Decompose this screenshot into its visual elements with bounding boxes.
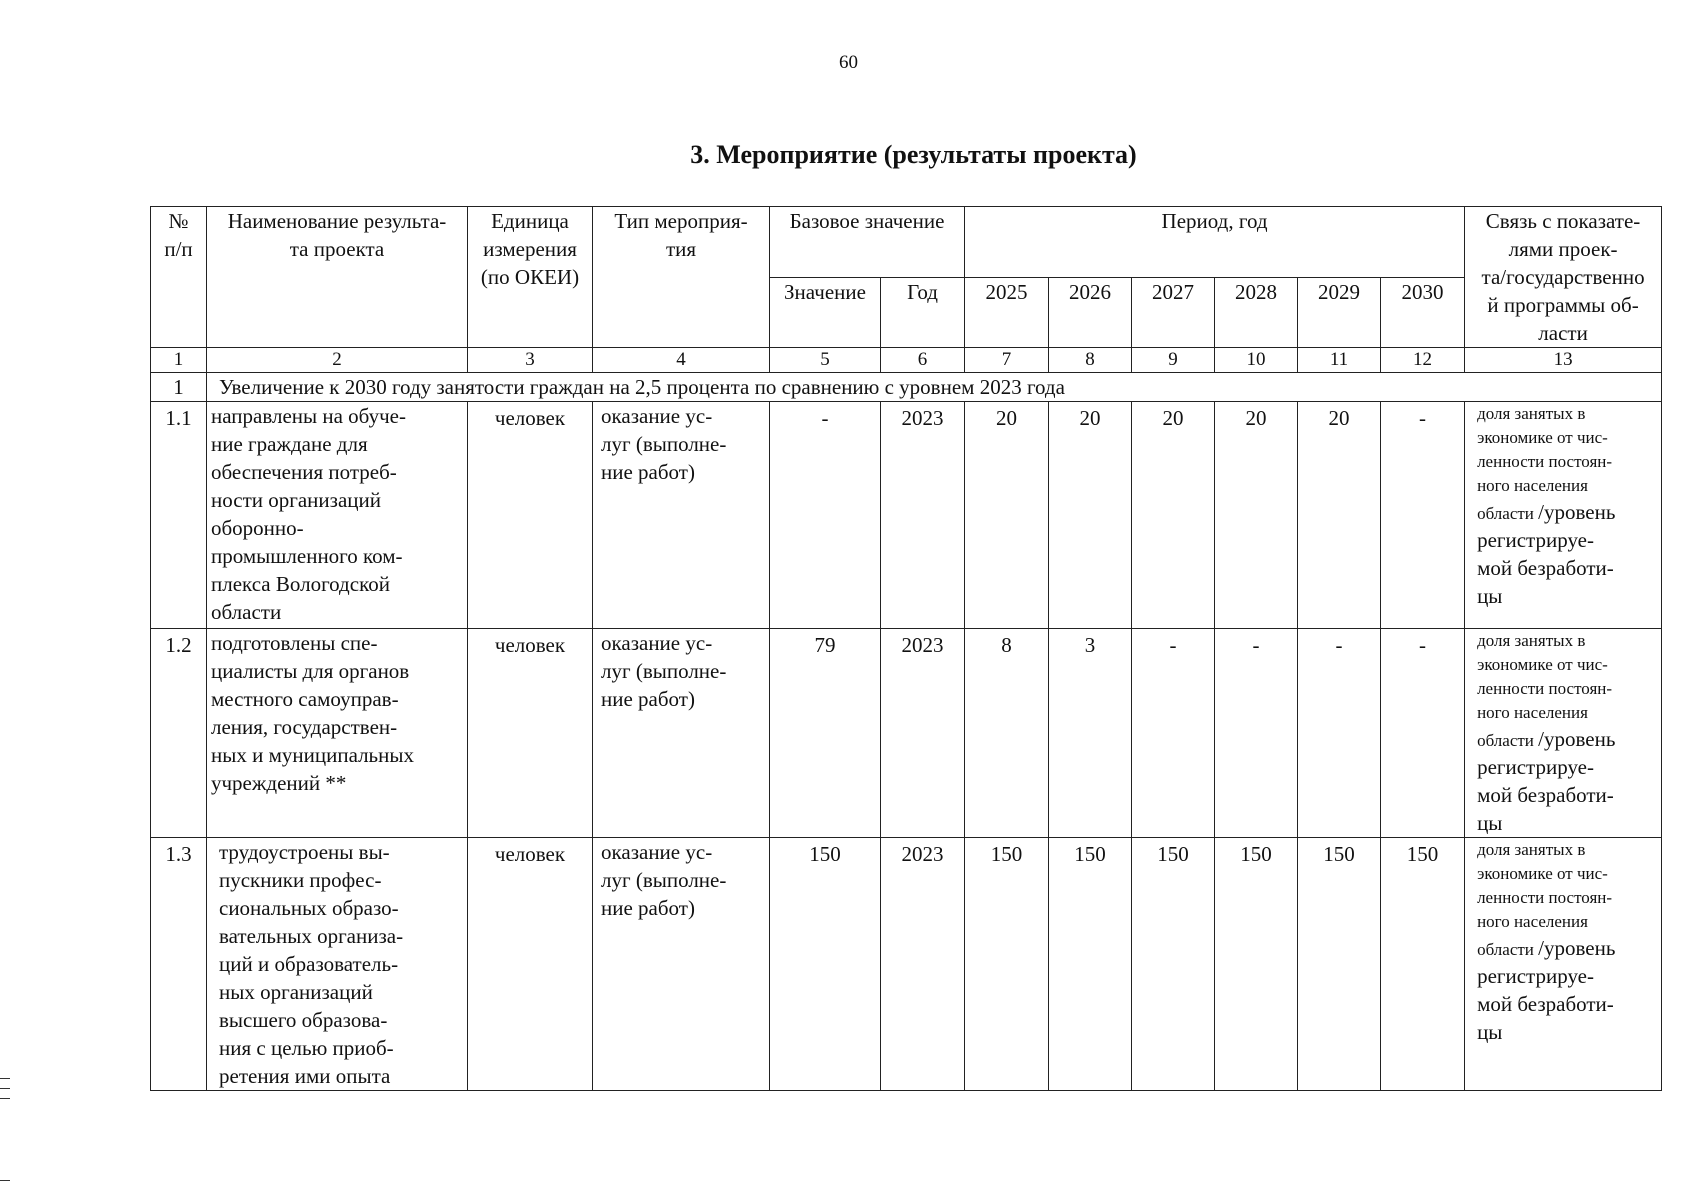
header-year: 2028 <box>1215 277 1298 348</box>
period-value: 20 <box>1049 402 1132 629</box>
indicator-link-text-large: /уровень регистрируе- мой безработи- цы <box>1477 500 1616 608</box>
column-number: 2 <box>207 348 468 373</box>
period-value: 150 <box>1215 838 1298 1091</box>
result-type: оказание ус- луг (выполне- ние работ) <box>593 838 770 1091</box>
indicator-link-text-large: /уровень регистрируе- мой безработи- цы <box>1477 727 1616 835</box>
column-number: 8 <box>1049 348 1132 373</box>
table-row <box>151 402 1662 629</box>
column-number-row <box>151 348 1662 373</box>
margin-mark <box>0 1078 10 1079</box>
indicator-link-text: доля занятых в экономике от чис- ленности постоян- ного населения области <box>1477 840 1613 959</box>
indicator-link <box>1465 629 1662 838</box>
column-number: 5 <box>770 348 881 373</box>
result-type: оказание ус- луг (выполне- ние работ) <box>593 402 770 629</box>
header-type: Тип мероприя- тия <box>593 207 770 348</box>
results-table <box>150 206 1662 1091</box>
table-row <box>151 838 1662 1091</box>
goal-text: Увеличение к 2030 году занятости граждан на 2,5 процента по сравнению с уровнем 2023 года <box>207 373 1662 402</box>
header-year: 2025 <box>965 277 1049 348</box>
period-value: 150 <box>965 838 1049 1091</box>
header-name: Наименование результа- та проекта <box>207 207 468 348</box>
period-value: - <box>1132 629 1215 838</box>
margin-mark <box>0 1098 10 1099</box>
header-period: Период, год <box>965 207 1465 278</box>
page-number: 60 <box>839 52 858 73</box>
header-unit: Единица измерения (по ОКЕИ) <box>468 207 593 348</box>
header-link: Связь с показате- лями проек- та/государственно й программы об- ласти <box>1465 207 1662 348</box>
base-year: 2023 <box>881 629 965 838</box>
header-row-1 <box>151 207 1662 278</box>
period-value: - <box>1298 629 1381 838</box>
column-number: 13 <box>1465 348 1662 373</box>
period-value: 20 <box>965 402 1049 629</box>
row-number: 1.1 <box>151 402 207 629</box>
base-value: 150 <box>770 838 881 1091</box>
period-value: - <box>1215 629 1298 838</box>
goal-number: 1 <box>151 373 207 402</box>
indicator-link-text: доля занятых в экономике от чис- ленности постоян- ного населения области <box>1477 404 1613 523</box>
indicator-link-text-large: /уровень регистрируе- мой безработи- цы <box>1477 936 1616 1044</box>
margin-mark <box>0 1180 10 1181</box>
result-unit: человек <box>468 629 593 838</box>
indicator-link-text: доля занятых в экономике от чис- ленности постоян- ного населения области <box>1477 631 1613 750</box>
period-value: 150 <box>1298 838 1381 1091</box>
row-number: 1.2 <box>151 629 207 838</box>
column-number: 12 <box>1381 348 1465 373</box>
base-year: 2023 <box>881 838 965 1091</box>
base-value: 79 <box>770 629 881 838</box>
column-number: 9 <box>1132 348 1215 373</box>
header-year: 2029 <box>1298 277 1381 348</box>
period-value: 20 <box>1132 402 1215 629</box>
page-title: 3. Мероприятие (результаты проекта) <box>690 140 1137 169</box>
header-base-value: Значение <box>770 277 881 348</box>
period-value: 150 <box>1132 838 1215 1091</box>
goal-row <box>151 373 1662 402</box>
header-base: Базовое значение <box>770 207 965 278</box>
header-year: 2027 <box>1132 277 1215 348</box>
period-value: 20 <box>1215 402 1298 629</box>
period-value: 150 <box>1049 838 1132 1091</box>
base-value: - <box>770 402 881 629</box>
column-number: 6 <box>881 348 965 373</box>
column-number: 11 <box>1298 348 1381 373</box>
header-base-year: Год <box>881 277 965 348</box>
header-no: № п/п <box>151 207 207 348</box>
period-value: - <box>1381 402 1465 629</box>
margin-mark <box>0 1088 10 1089</box>
header-year: 2026 <box>1049 277 1132 348</box>
row-number: 1.3 <box>151 838 207 1091</box>
period-value: 8 <box>965 629 1049 838</box>
result-unit: человек <box>468 838 593 1091</box>
period-value: - <box>1381 629 1465 838</box>
result-unit: человек <box>468 402 593 629</box>
result-type: оказание ус- луг (выполне- ние работ) <box>593 629 770 838</box>
period-value: 3 <box>1049 629 1132 838</box>
result-name: трудоустроены вы- пускники профес- сиональных образо- вательных организа- ций и образователь- ных организаций высшего образова- ния с целью приоб- ретения ими опыта <box>207 838 468 1091</box>
indicator-link <box>1465 838 1662 1091</box>
column-number: 7 <box>965 348 1049 373</box>
base-year: 2023 <box>881 402 965 629</box>
column-number: 3 <box>468 348 593 373</box>
period-value: 20 <box>1298 402 1381 629</box>
column-number: 10 <box>1215 348 1298 373</box>
period-value: 150 <box>1381 838 1465 1091</box>
indicator-link <box>1465 402 1662 629</box>
column-number: 4 <box>593 348 770 373</box>
table-row <box>151 629 1662 838</box>
result-name: подготовлены спе- циалисты для органов местного самоуправ- ления, государствен- ных и муниципальных учреждений ** <box>207 629 468 838</box>
column-number: 1 <box>151 348 207 373</box>
header-year: 2030 <box>1381 277 1465 348</box>
result-name: направлены на обуче- ние граждане для обеспечения потреб- ности организаций оборонно- промышленного ком- плекса Вологодской области <box>207 402 468 629</box>
